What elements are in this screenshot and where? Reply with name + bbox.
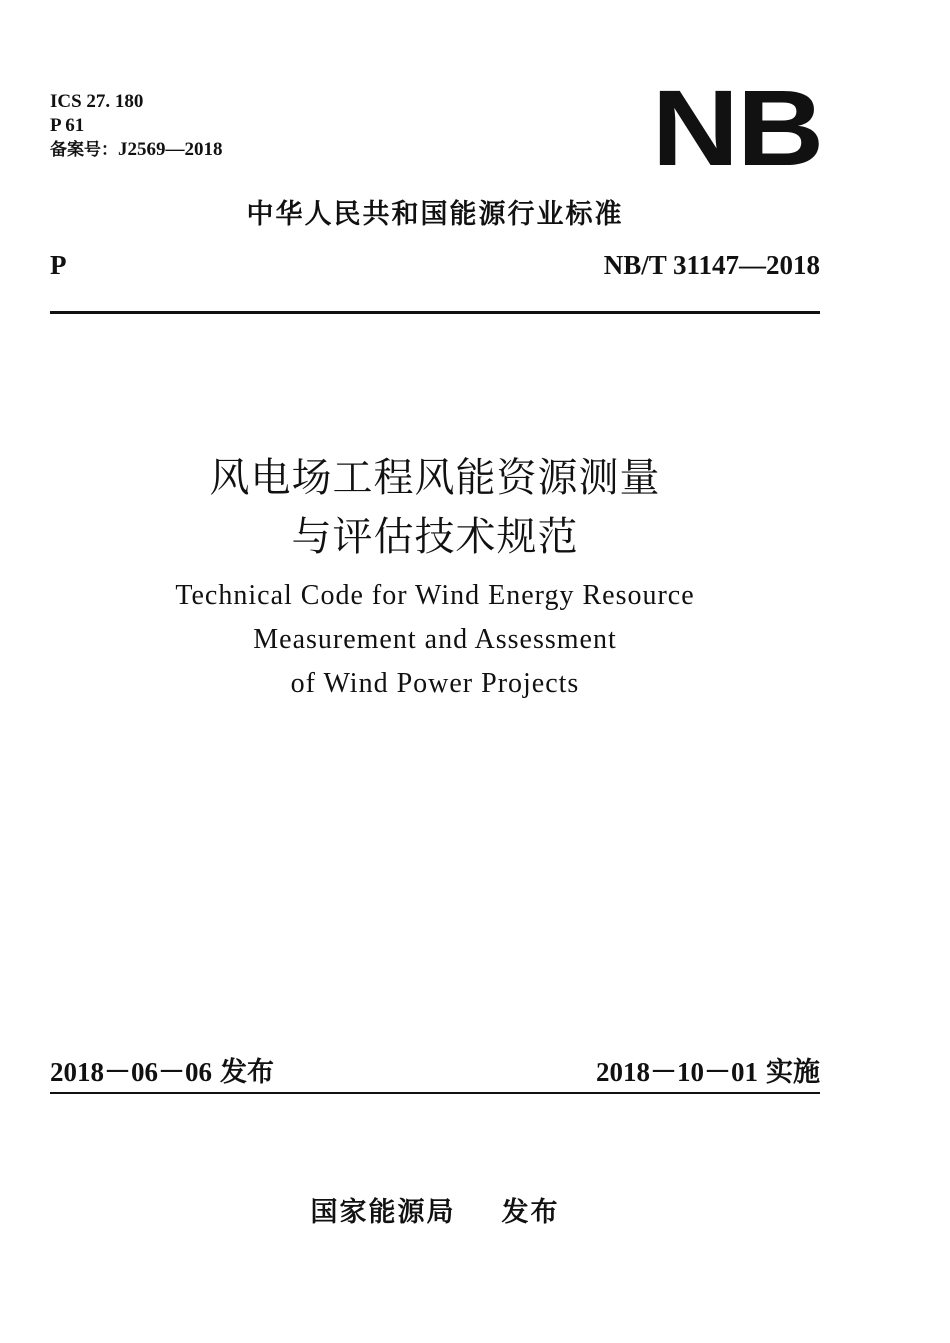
industry-standard-heading: 中华人民共和国能源行业标准 [246,199,624,230]
title-en-line3: of Wind Power Projects [290,668,580,699]
publisher-name: 国家能源局 [310,1197,456,1228]
issue-label: 发布 [220,1057,274,1088]
bottom-divider [50,1092,820,1094]
implement-date-line [596,1050,820,1089]
title-en-line2: Measurement and Assessment [253,624,617,655]
issue-date-line [50,1050,274,1089]
publisher-action: 发布 [501,1197,560,1228]
title-cn-line2: 与评估技术规范 [291,514,579,560]
standard-number: NB/T 31147—2018 [603,250,820,280]
title-en-line1: Technical Code for Wind Energy Resource [175,580,695,611]
metadata-block [50,90,223,162]
nb-logo: NB [651,67,822,188]
publisher-line [0,1190,870,1229]
record-number-label: 备案号： [50,140,118,160]
implement-date: 2018－10－01 [596,1057,758,1087]
top-divider [50,311,820,314]
record-number-line [50,138,223,162]
implement-label: 实施 [766,1057,820,1088]
issue-date: 2018－06－06 [50,1057,212,1087]
record-number: J2569—2018 [118,139,223,160]
ics-code: ICS 27. 180 [50,91,144,112]
classification-code: P 61 [50,115,85,136]
title-cn-line1: 风电场工程风能资源测量 [209,455,661,501]
standard-category: P [50,250,67,280]
